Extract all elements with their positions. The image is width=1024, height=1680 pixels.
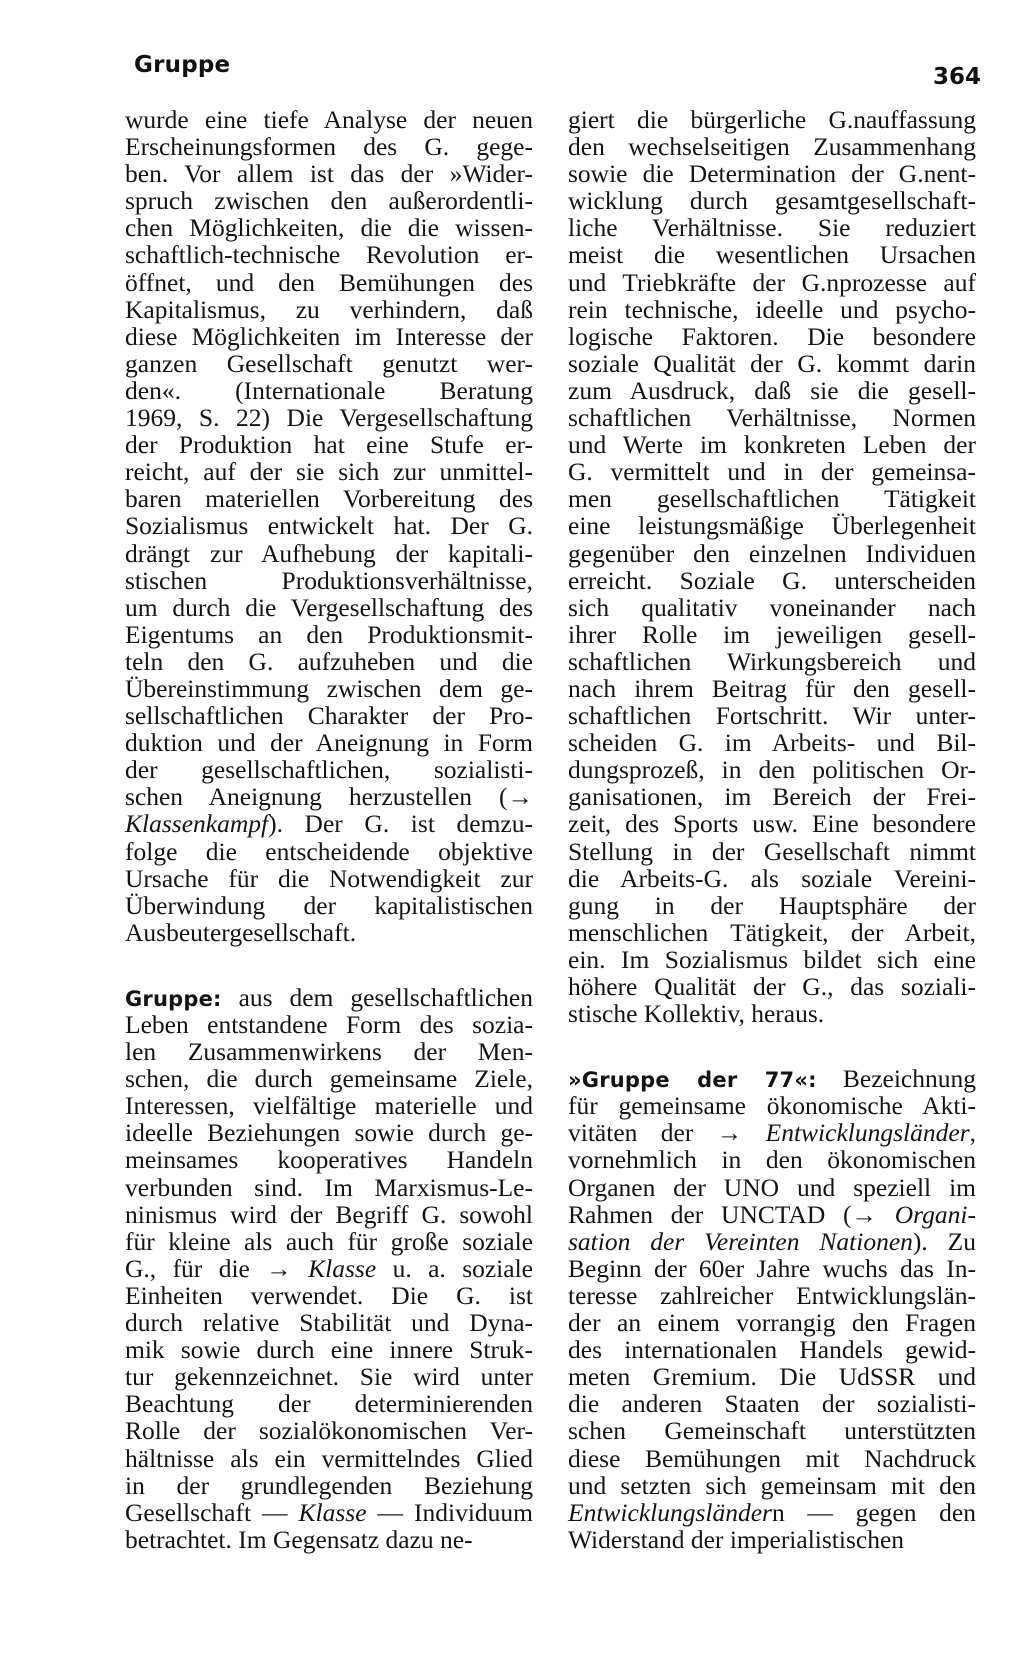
text-line: dungsprozeß, in den politischen Or- [568, 755, 976, 785]
text-line: vornehmlich in den ökonomischen [568, 1145, 976, 1175]
text-line: Rahmen der UNCTAD (→ Organi- [568, 1199, 976, 1229]
text-line: hältnisse als ein vermittelndes Glied [125, 1443, 533, 1473]
text-line: gegenüber den einzelnen Individuen [568, 538, 976, 568]
text-line: und setzten sich gemeinsam mit den [568, 1470, 976, 1500]
text-line: der Produktion hat eine Stufe er- [125, 430, 533, 460]
text-line: verbunden sind. Im Marxismus-Le- [125, 1172, 533, 1202]
text-line: meist die wesentlichen Ursachen [568, 240, 976, 270]
text-line: mik sowie durch eine innere Struk- [125, 1335, 533, 1365]
text-line: drängt zur Aufhebung der kapitali- [125, 538, 533, 568]
text-line: stischen Produktionsverhältnisse, [125, 565, 533, 595]
text-line: gung in der Hauptsphäre der [568, 890, 976, 920]
left-column [125, 106, 533, 1553]
text-line: vitäten der → Entwicklungsländer, [568, 1118, 976, 1148]
text-line: Ausbeutergesellschaft. [125, 917, 357, 947]
text-line: öffnet, und den Bemühungen des [125, 267, 533, 297]
text-line: zum Ausdruck, daß sie die gesell- [568, 375, 976, 405]
right-column [568, 106, 976, 1553]
text-line: Rolle der sozialökonomischen Ver- [125, 1416, 533, 1446]
text-line: sellschaftlichen Charakter der Pro- [125, 701, 533, 731]
text-line: 1969, S. 22) Die Vergesellschaftung [125, 403, 533, 433]
text-line: Leben entstandene Form des sozia- [125, 1010, 533, 1039]
text-line: »Gruppe der 77«: Bezeichnung [568, 1064, 976, 1094]
text-line: logische Faktoren. Die besondere [568, 321, 976, 351]
text-line: chen Möglichkeiten, die die wissen- [125, 213, 533, 243]
text-line: tur gekennzeichnet. Sie wird unter [125, 1362, 533, 1392]
text-line: ninismus wird der Begriff G. sowohl [125, 1199, 533, 1229]
text-line: in der grundlegenden Beziehung [125, 1470, 533, 1500]
text-line: für kleine als auch für große soziale [125, 1226, 533, 1256]
text-line: schen, die durch gemeinsame Ziele, [125, 1064, 533, 1094]
text-line: baren materiellen Vorbereitung des [125, 484, 533, 514]
text-line: betrachtet. Im Gegensatz dazu ne- [125, 1524, 473, 1554]
text-line: der gesellschaftlichen, sozialisti- [125, 755, 533, 785]
text-line: diese Möglichkeiten im Interesse der [125, 321, 533, 351]
text-line: die Arbeits-G. als soziale Vereini- [568, 863, 976, 893]
text-line: meinsames kooperatives Handeln [125, 1145, 533, 1175]
text-line: Überwindung der kapitalistischen [125, 890, 533, 920]
text-line: liche Verhältnisse. Sie reduziert [568, 213, 976, 243]
text-line: schen Aneignung herzustellen (→ [125, 782, 533, 812]
text-line: sowie die Determination der G.nent- [568, 159, 976, 189]
text-line: ideelle Beziehungen sowie durch ge- [125, 1118, 533, 1148]
text-line: zeit, des Sports usw. Eine besondere [568, 809, 976, 839]
text-line: höhere Qualität der G., das soziali- [568, 972, 976, 1001]
text-line: Organen der UNO und speziell im [568, 1172, 976, 1202]
text-line: schaftlichen Fortschritt. Wir unter- [568, 701, 976, 731]
text-line: schaftlich-technische Revolution er- [125, 240, 533, 270]
text-line: erreicht. Soziale G. unterscheiden [568, 565, 976, 595]
text-line: rein technische, ideelle und psycho- [568, 294, 976, 324]
text-line: sich qualitativ voneinander nach [568, 592, 976, 622]
text-line: folge die entscheidende objektive [125, 836, 533, 866]
text-line: diese Bemühungen mit Nachdruck [568, 1443, 976, 1473]
text-line: ganzen Gesellschaft genutzt wer- [125, 348, 533, 378]
text-line: Eigentums an den Produktionsmit- [125, 619, 533, 649]
text-line: Stellung in der Gesellschaft nimmt [568, 836, 976, 866]
text-line: teresse zahlreicher Entwicklungslän- [568, 1280, 976, 1310]
text-line: ihrer Rolle im jeweiligen gesell- [568, 619, 976, 649]
text-line: Gruppe: aus dem gesellschaftlichen [125, 982, 533, 1012]
text-line: schen Gemeinschaft unterstützten [568, 1416, 976, 1446]
text-line: des internationalen Handels gewid- [568, 1335, 976, 1365]
text-line: für gemeinsame ökonomische Akti- [568, 1091, 976, 1121]
text-line: spruch zwischen den außerordentli- [125, 186, 533, 216]
text-line: eine leistungsmäßige Überlegenheit [568, 511, 976, 541]
text-line: duktion und der Aneignung in Form [125, 728, 533, 758]
text-line: schaftlichen Wirkungsbereich und [568, 646, 976, 676]
text-line: wicklung durch gesamtgesellschaft- [568, 186, 976, 216]
text-line: menschlichen Tätigkeit, der Arbeit, [568, 917, 976, 947]
text-line: stische Kollektiv, heraus. [568, 999, 825, 1029]
text-line: Übereinstimmung zwischen dem ge- [125, 673, 533, 703]
text-line: Entwicklungsländern — gegen den [568, 1497, 976, 1527]
text-line: Erscheinungsformen des G. gege- [125, 132, 533, 162]
text-line: reicht, auf der sie sich zur unmittel- [125, 457, 533, 487]
text-line: Sozialismus entwickelt hat. Der G. [125, 511, 533, 541]
text-line: Beginn der 60er Jahre wuchs das In- [568, 1253, 976, 1283]
text-line: ein. Im Sozialismus bildet sich eine [568, 944, 976, 974]
text-line: wurde eine tiefe Analyse der neuen [125, 105, 533, 134]
text-line: scheiden G. im Arbeits- und Bil- [568, 728, 976, 758]
text-line: schaftlichen Verhältnisse, Normen [568, 403, 976, 433]
page-number: 364 [933, 64, 982, 90]
text-line: um durch die Vergesellschaftung des [125, 592, 533, 622]
text-line: und Werte im konkreten Leben der [568, 430, 976, 460]
text-line: Gesellschaft — Klasse — Individuum [125, 1497, 534, 1527]
text-line: G. vermittelt und in der gemeinsa- [568, 457, 976, 487]
text-line: Ursache für die Notwendigkeit zur [125, 863, 533, 893]
text-line: die anderen Staaten der sozialisti- [568, 1389, 976, 1419]
text-line: giert die bürgerliche G.nauffassung [568, 105, 976, 134]
text-line: Klassenkampf). Der G. ist demzu- [125, 809, 533, 839]
text-line: nach ihrem Beitrag für den gesell- [568, 673, 976, 703]
text-line: Interessen, vielfältige materielle und [125, 1091, 533, 1121]
text-line: Einheiten verwendet. Die G. ist [125, 1280, 533, 1310]
text-line: ganisationen, im Bereich der Frei- [568, 782, 976, 812]
text-line [568, 1027, 976, 1065]
text-line: G., für die → Klasse u. a. soziale [125, 1253, 533, 1283]
text-line: meten Gremium. Die UdSSR und [568, 1362, 976, 1392]
text-line: Kapitalismus, zu verhindern, daß [125, 294, 533, 324]
text-line: der an einem vorrangig den Fragen [568, 1308, 976, 1338]
text-line: men gesellschaftlichen Tätigkeit [568, 484, 976, 514]
text-line: teln den G. aufzuheben und die [125, 646, 533, 676]
text-line: sation der Vereinten Nationen). Zu [568, 1226, 976, 1256]
text-line [125, 946, 533, 984]
text-line: durch relative Stabilität und Dyna- [125, 1308, 533, 1338]
text-line: soziale Qualität der G. kommt darin [568, 348, 976, 378]
text-line: Widerstand der imperialistischen [568, 1524, 905, 1554]
text-line: Beachtung der determinierenden [125, 1389, 533, 1419]
text-line: ben. Vor allem ist das der »Wider- [125, 159, 533, 189]
text-line: und Triebkräfte der G.nprozesse auf [568, 267, 976, 297]
text-line: den wechselseitigen Zusammenhang [568, 132, 976, 162]
text-line: len Zusammenwirkens der Men- [125, 1037, 533, 1067]
text-line: den«. (Internationale Beratung [125, 375, 533, 405]
running-head: Gruppe [134, 52, 231, 78]
